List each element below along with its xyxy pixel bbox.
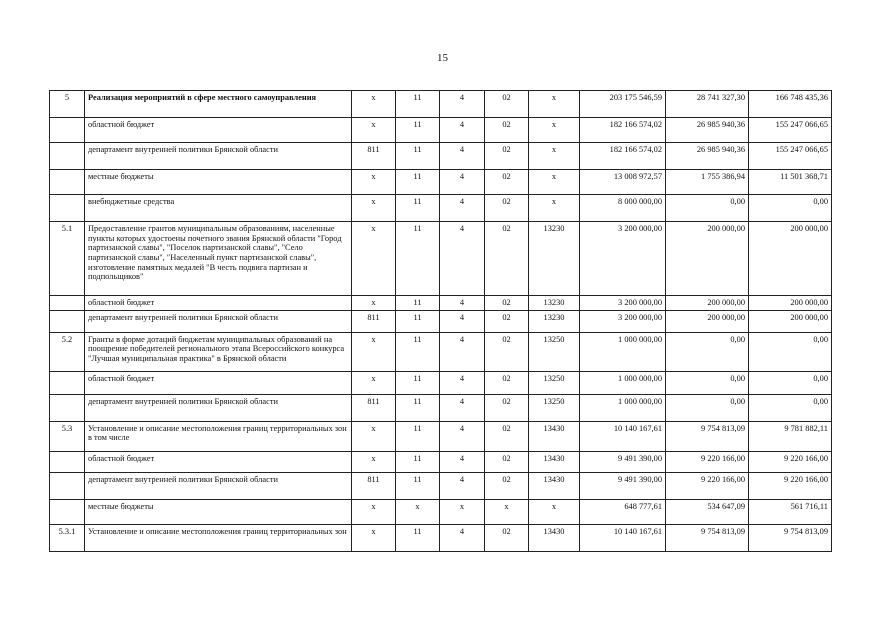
row-name: Установление и описание местоположения границ территориальных зон в том числе <box>85 421 352 451</box>
amount-year-3: 9 220 166,00 <box>749 472 832 499</box>
code-section: 11 <box>396 310 440 332</box>
code-program: х <box>485 499 529 524</box>
code-subsection: 4 <box>440 296 485 311</box>
row-number: 5.3.1 <box>50 524 85 551</box>
code-program: 02 <box>485 222 529 296</box>
code-direction: х <box>529 195 580 222</box>
code-program: 02 <box>485 421 529 451</box>
amount-year-1: 1 000 000,00 <box>580 332 666 371</box>
amount-year-3: 9 220 166,00 <box>749 451 832 472</box>
table-row <box>50 296 832 311</box>
row-name: областной бюджет <box>85 118 352 143</box>
row-number <box>50 143 85 170</box>
page-number: 15 <box>437 52 448 64</box>
table-row <box>50 195 832 222</box>
code-direction: 13430 <box>529 451 580 472</box>
code-subsection: 4 <box>440 91 485 118</box>
amount-year-3: 200 000,00 <box>749 296 832 311</box>
table-row <box>50 451 832 472</box>
code-subsection: 4 <box>440 143 485 170</box>
row-number <box>50 195 85 222</box>
code-subsection: 4 <box>440 332 485 371</box>
amount-year-2: 1 755 386,94 <box>666 170 749 195</box>
budget-table <box>49 90 832 552</box>
code-direction: х <box>529 170 580 195</box>
table-row <box>50 143 832 170</box>
code-direction: 13230 <box>529 222 580 296</box>
code-gv: х <box>352 91 396 118</box>
amount-year-1: 1 000 000,00 <box>580 371 666 394</box>
amount-year-3: 0,00 <box>749 195 832 222</box>
amount-year-2: 200 000,00 <box>666 310 749 332</box>
code-section: 11 <box>396 170 440 195</box>
code-subsection: 4 <box>440 394 485 421</box>
amount-year-3: 200 000,00 <box>749 222 832 296</box>
row-number: 5.3 <box>50 421 85 451</box>
code-subsection: 4 <box>440 524 485 551</box>
table-row <box>50 118 832 143</box>
code-section: 11 <box>396 472 440 499</box>
amount-year-1: 10 140 167,61 <box>580 421 666 451</box>
code-section: х <box>396 499 440 524</box>
amount-year-2: 9 754 813,09 <box>666 421 749 451</box>
code-subsection: 4 <box>440 118 485 143</box>
row-number: 5.2 <box>50 332 85 371</box>
table-row <box>50 332 832 371</box>
amount-year-1: 182 166 574,02 <box>580 143 666 170</box>
code-section: 11 <box>396 222 440 296</box>
amount-year-3: 561 716,11 <box>749 499 832 524</box>
row-number <box>50 371 85 394</box>
code-section: 11 <box>396 421 440 451</box>
row-name: департамент внутренней политики Брянской области <box>85 394 352 421</box>
code-section: 11 <box>396 143 440 170</box>
code-gv: 811 <box>352 394 396 421</box>
row-number <box>50 451 85 472</box>
row-name: областной бюджет <box>85 371 352 394</box>
code-direction: х <box>529 118 580 143</box>
table-row <box>50 472 832 499</box>
code-direction: х <box>529 143 580 170</box>
code-direction: 13250 <box>529 332 580 371</box>
code-section: 11 <box>396 118 440 143</box>
row-name: областной бюджет <box>85 296 352 311</box>
code-section: 11 <box>396 394 440 421</box>
code-program: 02 <box>485 524 529 551</box>
row-name: Предоставление грантов муниципальным образованиям, населенные пункты которых удостоены почетного звания Брянской области "Город партизанской славы", "Поселок партизанской славы", "Село партизанской славы", "Населенный пункт партизанской славы", изготовление памятных медалей "В честь подвига партизан и подпольщиков" <box>85 222 352 296</box>
code-direction: х <box>529 91 580 118</box>
row-name: областной бюджет <box>85 451 352 472</box>
row-number <box>50 296 85 311</box>
code-subsection: 4 <box>440 472 485 499</box>
code-direction: 13250 <box>529 394 580 421</box>
amount-year-2: 26 985 940,36 <box>666 118 749 143</box>
code-gv: х <box>352 195 396 222</box>
row-name: Реализация мероприятий в сфере местного самоуправления <box>85 91 352 118</box>
row-number: 5.1 <box>50 222 85 296</box>
row-number <box>50 170 85 195</box>
row-number <box>50 310 85 332</box>
row-name: местные бюджеты <box>85 170 352 195</box>
code-gv: х <box>352 118 396 143</box>
amount-year-2: 534 647,09 <box>666 499 749 524</box>
row-name: внебюджетные средства <box>85 195 352 222</box>
code-program: 02 <box>485 451 529 472</box>
row-name: Гранты в форме дотаций бюджетам муниципальных образований на поощрение победителей регионального этапа Всероссийского конкурса "Лучшая муниципальная практика" в Брянской области <box>85 332 352 371</box>
code-section: 11 <box>396 296 440 311</box>
amount-year-2: 28 741 327,30 <box>666 91 749 118</box>
amount-year-1: 13 008 972,57 <box>580 170 666 195</box>
code-program: 02 <box>485 296 529 311</box>
code-direction: 13430 <box>529 421 580 451</box>
code-gv: х <box>352 524 396 551</box>
amount-year-2: 9 220 166,00 <box>666 472 749 499</box>
code-gv: х <box>352 222 396 296</box>
code-direction: 13230 <box>529 310 580 332</box>
code-subsection: 4 <box>440 170 485 195</box>
amount-year-3: 9 781 882,11 <box>749 421 832 451</box>
code-program: 02 <box>485 91 529 118</box>
code-gv: 811 <box>352 472 396 499</box>
code-subsection: 4 <box>440 421 485 451</box>
code-program: 02 <box>485 310 529 332</box>
code-subsection: 4 <box>440 310 485 332</box>
row-number <box>50 472 85 499</box>
amount-year-3: 155 247 066,65 <box>749 143 832 170</box>
row-number <box>50 394 85 421</box>
code-program: 02 <box>485 371 529 394</box>
code-section: 11 <box>396 195 440 222</box>
table-row <box>50 222 832 296</box>
code-gv: х <box>352 296 396 311</box>
amount-year-1: 3 200 000,00 <box>580 296 666 311</box>
amount-year-1: 1 000 000,00 <box>580 394 666 421</box>
code-program: 02 <box>485 472 529 499</box>
code-subsection: х <box>440 499 485 524</box>
amount-year-3: 0,00 <box>749 394 832 421</box>
code-section: 11 <box>396 371 440 394</box>
code-program: 02 <box>485 394 529 421</box>
amount-year-3: 0,00 <box>749 332 832 371</box>
code-section: 11 <box>396 451 440 472</box>
row-name: Установление и описание местоположения границ территориальных зон <box>85 524 352 551</box>
amount-year-2: 0,00 <box>666 332 749 371</box>
amount-year-3: 11 501 368,71 <box>749 170 832 195</box>
code-program: 02 <box>485 332 529 371</box>
amount-year-3: 200 000,00 <box>749 310 832 332</box>
amount-year-1: 3 200 000,00 <box>580 310 666 332</box>
table-row <box>50 91 832 118</box>
row-number <box>50 499 85 524</box>
amount-year-1: 203 175 546,59 <box>580 91 666 118</box>
code-section: 11 <box>396 524 440 551</box>
code-section: 11 <box>396 91 440 118</box>
amount-year-1: 9 491 390,00 <box>580 451 666 472</box>
code-direction: 13430 <box>529 472 580 499</box>
code-gv: 811 <box>352 143 396 170</box>
code-subsection: 4 <box>440 371 485 394</box>
amount-year-1: 648 777,61 <box>580 499 666 524</box>
code-section: 11 <box>396 332 440 371</box>
code-program: 02 <box>485 170 529 195</box>
amount-year-3: 0,00 <box>749 371 832 394</box>
code-direction: х <box>529 499 580 524</box>
table-row <box>50 170 832 195</box>
row-name: департамент внутренней политики Брянской области <box>85 472 352 499</box>
table-row <box>50 499 832 524</box>
amount-year-3: 155 247 066,65 <box>749 118 832 143</box>
amount-year-1: 3 200 000,00 <box>580 222 666 296</box>
row-number <box>50 118 85 143</box>
amount-year-1: 182 166 574,02 <box>580 118 666 143</box>
amount-year-2: 0,00 <box>666 371 749 394</box>
table-row <box>50 524 832 551</box>
code-gv: 811 <box>352 310 396 332</box>
code-subsection: 4 <box>440 195 485 222</box>
code-program: 02 <box>485 143 529 170</box>
code-subsection: 4 <box>440 451 485 472</box>
amount-year-3: 9 754 813,09 <box>749 524 832 551</box>
amount-year-2: 9 754 813,09 <box>666 524 749 551</box>
row-name: департамент внутренней политики Брянской области <box>85 143 352 170</box>
amount-year-2: 0,00 <box>666 195 749 222</box>
table-row <box>50 394 832 421</box>
amount-year-2: 200 000,00 <box>666 296 749 311</box>
amount-year-1: 8 000 000,00 <box>580 195 666 222</box>
row-name: департамент внутренней политики Брянской области <box>85 310 352 332</box>
code-gv: х <box>352 371 396 394</box>
table-row <box>50 310 832 332</box>
table-row <box>50 421 832 451</box>
code-gv: х <box>352 170 396 195</box>
amount-year-2: 9 220 166,00 <box>666 451 749 472</box>
budget-table-body <box>50 91 832 552</box>
row-name: местные бюджеты <box>85 499 352 524</box>
code-gv: х <box>352 499 396 524</box>
code-gv: х <box>352 421 396 451</box>
amount-year-1: 9 491 390,00 <box>580 472 666 499</box>
table-row <box>50 371 832 394</box>
code-direction: 13230 <box>529 296 580 311</box>
amount-year-1: 10 140 167,61 <box>580 524 666 551</box>
amount-year-2: 200 000,00 <box>666 222 749 296</box>
amount-year-2: 26 985 940,36 <box>666 143 749 170</box>
amount-year-3: 166 748 435,36 <box>749 91 832 118</box>
code-program: 02 <box>485 195 529 222</box>
amount-year-2: 0,00 <box>666 394 749 421</box>
code-gv: х <box>352 332 396 371</box>
code-subsection: 4 <box>440 222 485 296</box>
code-gv: х <box>352 451 396 472</box>
code-program: 02 <box>485 118 529 143</box>
code-direction: 13250 <box>529 371 580 394</box>
code-direction: 13430 <box>529 524 580 551</box>
row-number: 5 <box>50 91 85 118</box>
